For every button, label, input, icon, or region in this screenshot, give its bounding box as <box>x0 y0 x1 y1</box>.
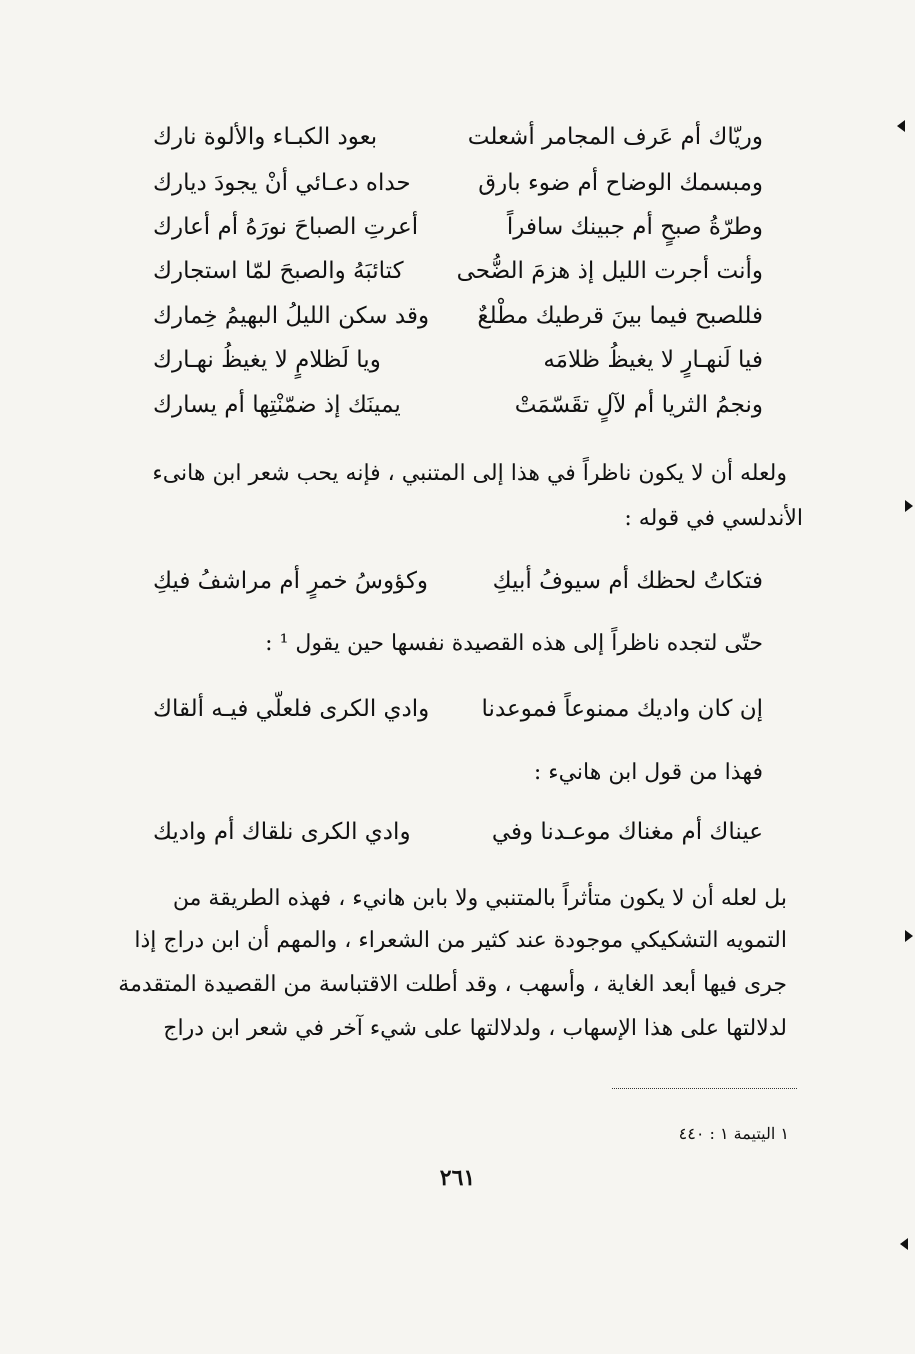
verse-first-hemistich: عيناك أم مغناك موعـدنا وفي <box>491 819 763 845</box>
verse-first-hemistich: فيا لَنهـارٍ لا يغيظُ ظلامَه <box>543 347 763 373</box>
paragraph-line: التمويه التشكيكي موجودة عند كثير من الشعراء ، والمهم أن ابن دراج إذا <box>134 928 787 953</box>
margin-arrow-icon <box>897 120 905 132</box>
page-number: ٢٦١ <box>439 1165 476 1191</box>
margin-arrow-icon <box>905 500 913 512</box>
paragraph-line: حتّى لتجده ناظراً إلى هذه القصيدة نفسها حين يقول ¹ : <box>265 631 763 656</box>
verse-line <box>153 118 763 156</box>
verse-line <box>153 208 763 246</box>
footnote: ١ اليتيمة ١ : ٤٤٠ <box>678 1124 789 1143</box>
verse-first-hemistich: وطرّةُ صبحٍ أم جبينك سافراً <box>506 214 763 240</box>
verse-second-hemistich: حداه دعـائي أنْ يجودَ ديارك <box>153 170 411 196</box>
verse-second-hemistich: ويا لَظلامٍ لا يغيظُ نهـارك <box>153 347 381 373</box>
verse-first-hemistich: وريّاك أم عَرف المجامر أشعلت <box>467 124 763 150</box>
verse-first-hemistich: إن كان واديك ممنوعاً فموعدنا <box>481 696 763 722</box>
verse-line <box>153 252 763 290</box>
verse-first-hemistich: فللصبح فيما بينَ قرطيك مطْلعٌ <box>477 303 763 329</box>
paragraph-line: لدلالتها على هذا الإسهاب ، ولدلالتها على شيء آخر في شعر ابن دراج <box>163 1016 787 1041</box>
verse-second-hemistich: وادي الكرى فلعلّي فيـه ألقاك <box>153 696 430 722</box>
paragraph-line: الأندلسي في قوله : <box>624 506 803 531</box>
verse-line <box>153 297 763 335</box>
verse-second-hemistich: بعود الكبـاء والألوة نارك <box>153 124 378 150</box>
verse-line <box>153 341 763 379</box>
verse-second-hemistich: وكؤوسُ خمرٍ أم مراشفُ فيكِ <box>153 568 429 594</box>
verse-first-hemistich: ومبسمك الوضاح أم ضوء بارق <box>478 170 763 196</box>
verse-second-hemistich: وقد سكن الليلُ البهيمُ خِمارك <box>153 303 430 329</box>
footnote-divider <box>612 1088 797 1089</box>
paragraph-line: جرى فيها أبعد الغاية ، وأسهب ، وقد أطلت الاقتباسة من القصيدة المتقدمة <box>118 972 787 997</box>
paragraph-line: ولعله أن لا يكون ناظراً في هذا إلى المتنبي ، فإنه يحب شعر ابن هانىء <box>152 461 787 486</box>
verse-second-hemistich: يمينَك إذ ضمّنْتِها أم يسارك <box>153 392 401 418</box>
paragraph-line: فهذا من قول ابن هانيء : <box>533 760 763 785</box>
verse-line <box>153 164 763 202</box>
verse-second-hemistich: وادي الكرى نلقاك أم واديك <box>153 819 411 845</box>
verse-line <box>153 813 763 851</box>
verse-first-hemistich: وأنت أجرت الليل إذ هزمَ الضُّحى <box>456 258 763 284</box>
verse-first-hemistich: ونجمُ الثريا أم لآلٍ تقَسّمَتْ <box>514 392 763 418</box>
verse-line <box>153 562 763 600</box>
margin-arrow-icon <box>900 1238 908 1250</box>
verse-second-hemistich: كتائبَهُ والصبحَ لمّا استجارك <box>153 258 404 284</box>
margin-arrow-icon <box>905 930 913 942</box>
verse-second-hemistich: أعرتِ الصباحَ نورَهُ أم أعارك <box>153 214 419 240</box>
verse-line <box>153 386 763 424</box>
verse-first-hemistich: فتكاتُ لحظك أم سيوفُ أبيكِ <box>492 568 763 594</box>
verse-line <box>153 690 763 728</box>
paragraph-line: بل لعله أن لا يكون متأثراً بالمتنبي ولا بابن هانيء ، فهذه الطريقة من <box>172 886 787 911</box>
